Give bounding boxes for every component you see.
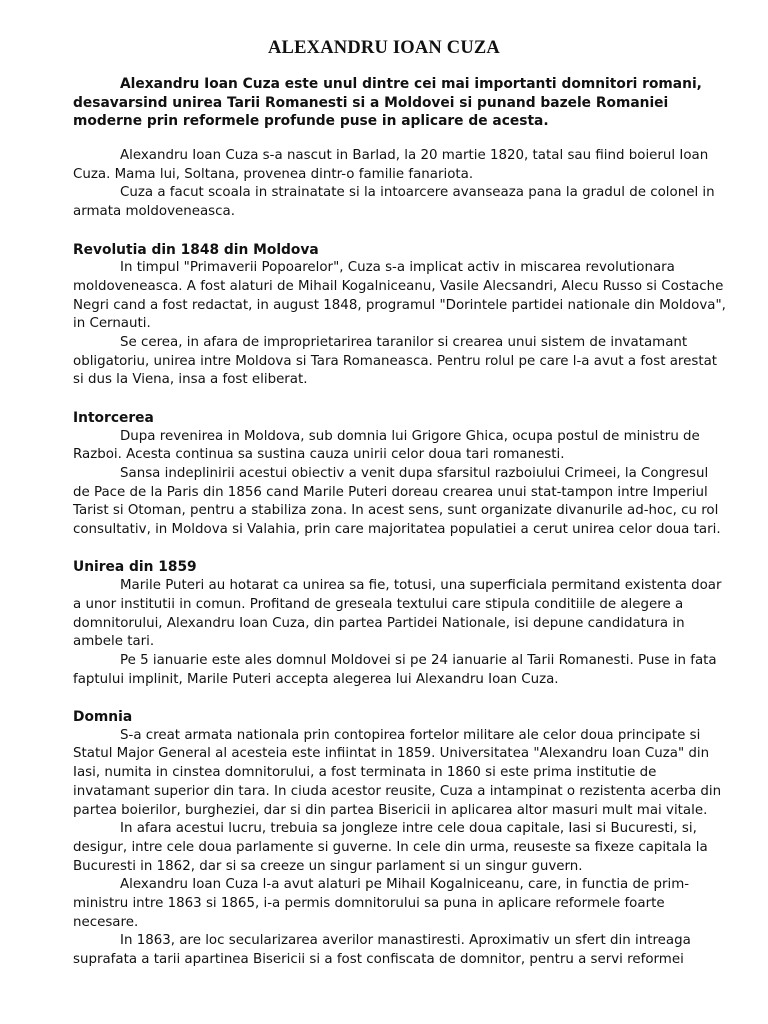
section-heading: Domnia xyxy=(73,709,133,726)
section-paragraph: In afara acestui lucru, trebuia sa jongleze intre cele doua capitale, Iasi si Bucuresti, si, desigur, intre cele doua parlamente si guverne. In cele din urma, reuseste sa fixeze capitala la Bucuresti in 1862, dar si sa creeze un singur parlament si un singur guvern. xyxy=(73,821,708,874)
section-paragraph: Alexandru Ioan Cuza l-a avut alaturi pe Mihail Kogalniceanu, care, in functia de prim-ministru intre 1863 si 1865, i-a permis domnitorului sa puna in aplicare reformele foarte necesare. xyxy=(73,877,690,930)
section-paragraph: Sansa indeplinirii acestui obiectiv a venit dupa sfarsitul razboiului Crimeei, la Congresul de Pace de la Paris din 1856 cand Marile Puteri doreau crearea unui stat-tampon intre Imperiul Tarist si Otoman, pentru a stabiliza zona. In acest sens, sunt organizate divanurile ad-hoc, cu rol consultativ, in Moldova si Valahia, prin care majoritatea populatiei a cerut unirea celor doua tari. xyxy=(73,465,721,538)
section-paragraph: Pe 5 ianuarie este ales domnul Moldovei si pe 24 ianuarie al Tarii Romanesti. Puse in fata faptului implinit, Marile Puteri accepta alegerea lui Alexandru Ioan Cuza. xyxy=(73,652,717,687)
section-paragraph: S-a creat armata nationala prin contopirea fortelor militare ale celor doua principate si Statul Major General al acesteia este infiintat in 1859. Universitatea "Alexandru Ioan Cuza" din Iasi, numita in cinstea domnitorului, a fost terminata in 1860 si este prima institutie de invatamant superior din tara. In ciuda acestor reusite, Cuza a intampinat o rezistenta acerba din partea boierilor, burgheziei, dar si din partea Bisericii in aplicarea altor masuri mult mai vitale. xyxy=(73,727,722,818)
section-paragraph: Se cerea, in afara de improprietarirea taranilor si crearea unui sistem de invatamant obligatoriu, unirea intre Moldova si Tara Romaneasca. Pentru rolul pe care l-a avut a fost arestat si dus la Viena, insa a fost eliberat. xyxy=(73,335,718,388)
section-paragraph: In timpul "Primaverii Popoarelor", Cuza s-a implicat activ in miscarea revolutionara moldoveneasca. A fost alaturi de Mihail Kogalniceanu, Vasile Alecsandri, Alecu Russo si Costache Negri cand a fost redactat, in august 1848, programul "Dorintele partidei nationale din Moldova", in Cernauti. xyxy=(73,260,726,332)
intro-paragraph xyxy=(73,75,728,131)
opening-paragraph: Cuza a facut scoala in strainatate si la intoarcere avanseaza pana la gradul de colonel in armata moldoveneasca. xyxy=(73,185,715,220)
section-intorcerea xyxy=(73,409,728,540)
section-revolutia-1848 xyxy=(73,241,728,391)
document-body xyxy=(73,147,728,970)
section-unirea-1859 xyxy=(73,558,728,689)
section-heading: Intorcerea xyxy=(73,409,154,426)
opening-paragraph: Alexandru Ioan Cuza s-a nascut in Barlad, la 20 martie 1820, tatal sau fiind boierul Ioan Cuza. Mama lui, Soltana, provenea dintr-o familie fanariota. xyxy=(73,148,709,182)
section-paragraph: Dupa revenirea in Moldova, sub domnia lui Grigore Ghica, ocupa postul de ministru de Razboi. Acesta continua sa sustina cauza unirii celor doua tari romanesti. xyxy=(73,428,700,463)
section-heading: Unirea din 1859 xyxy=(73,559,197,576)
intro-text: Alexandru Ioan Cuza este unul dintre cei mai importanti domnitori romani, desavarsind unirea Tarii Romanesti si a Moldovei si punand bazele Romaniei moderne prin reformele profunde puse in aplicare de acesta. xyxy=(73,76,702,130)
section-heading: Revolutia din 1848 din Moldova xyxy=(73,241,319,258)
section-paragraph: Marile Puteri au hotarat ca unirea sa fie, totusi, una superficiala permitand existenta doar a unor institutii in comun. Profitand de greseala textului care stipula conditiile de alegere a domnitorului, Alexandru Ioan Cuza, din partea Partidei Nationale, isi depune candidatura in ambele tari. xyxy=(73,578,722,650)
document-title: ALEXANDRU IOAN CUZA xyxy=(268,38,500,58)
section-paragraph: In 1863, are loc secularizarea averilor manastiresti. Aproximativ un sfert din intreaga suprafata a tarii apartinea Bisericii si a fost confiscata de domnitor, pentru a servi reformei xyxy=(73,933,691,968)
section-domnia xyxy=(73,708,728,970)
